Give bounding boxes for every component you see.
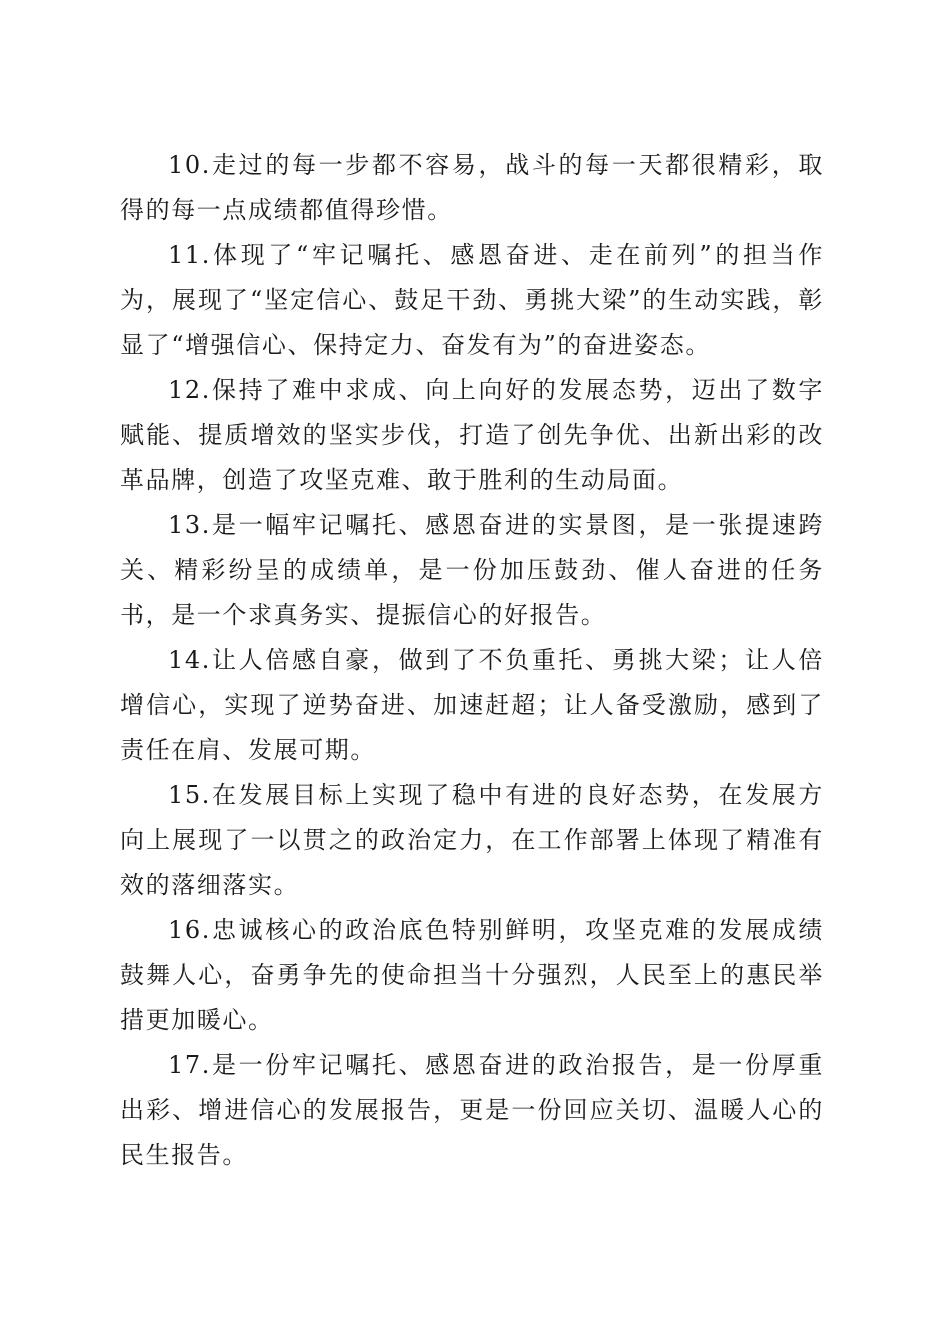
paragraph-10: 10.走过的每一步都不容易，战斗的每一天都很精彩，取得的每一点成绩都值得珍惜。	[120, 151, 824, 224]
paragraph-17: 17.是一份牢记嘱托、感恩奋进的政治报告，是一份厚重出彩、增进信心的发展报告，更是一份回应关切、温暖人心的民生报告。	[120, 1051, 824, 1169]
paragraph-11: 11.体现了“牢记嘱托、感恩奋进、走在前列”的担当作为，展现了“坚定信心、鼓足干劲、勇挑大梁”的生动实践，彰显了“增强信心、保持定力、奋发有为”的奋进姿态。	[120, 241, 824, 359]
paragraph-12: 12.保持了难中求成、向上向好的发展态势，迈出了数字赋能、提质增效的坚实步伐，打造了创先争优、出新出彩的改革品牌，创造了攻坚克难、敢于胜利的生动局面。	[120, 376, 824, 494]
paragraph-16: 16.忠诚核心的政治底色特别鲜明，攻坚克难的发展成绩鼓舞人心，奋勇争先的使命担当十分强烈，人民至上的惠民举措更加暖心。	[120, 916, 824, 1034]
document-body	[120, 143, 824, 1178]
paragraph-14: 14.让人倍感自豪，做到了不负重托、勇挑大梁；让人倍增信心，实现了逆势奋进、加速赶超；让人备受激励，感到了责任在肩、发展可期。	[120, 646, 824, 764]
paragraph-13: 13.是一幅牢记嘱托、感恩奋进的实景图，是一张提速跨关、精彩纷呈的成绩单，是一份加压鼓劲、催人奋进的任务书，是一个求真务实、提振信心的好报告。	[120, 511, 824, 629]
paragraph-15: 15.在发展目标上实现了稳中有进的良好态势，在发展方向上展现了一以贯之的政治定力，在工作部署上体现了精准有效的落细落实。	[120, 781, 824, 899]
